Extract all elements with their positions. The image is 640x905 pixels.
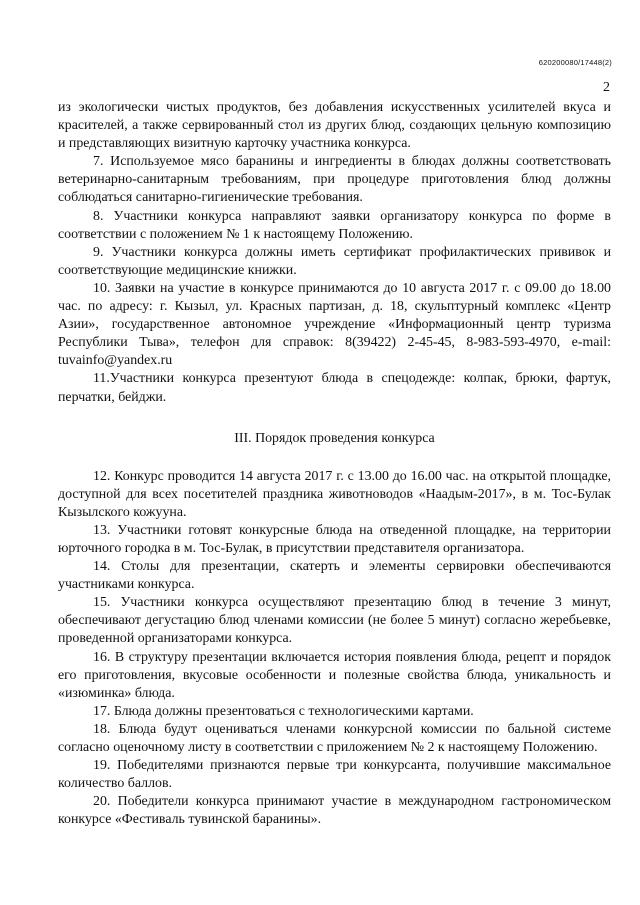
paragraph-16: 16. В структуру презентации включается история появления блюда, рецепт и порядок его приготовления, вкусовые особенности и полезные свойства блюда, уникальность и «изюминка» блюда. (58, 649, 611, 701)
paragraph-13: 13. Участники готовят конкурсные блюда на отведенной площадке, на территории юрточного городка в м. Тос-Булак, в присутствии представителя организатора. (58, 522, 611, 556)
paragraph-20: 20. Победители конкурса принимают участие в международном гастрономическом конкурсе «Фестиваль тувинской баранины». (58, 794, 611, 828)
paragraph-14: 14. Столы для презентации, скатерть и элементы сервировки обеспечиваются участниками конкурса. (58, 559, 611, 593)
document-body (58, 99, 611, 829)
paragraph-12: 12. Конкурс проводится 14 августа 2017 г. с 13.00 до 16.00 час. на открытой площадке, доступной для всех посетителей праздника животноводов «Наадым-2017», в м. Тос-Булак Кызылского кожууна. (58, 468, 611, 520)
paragraph-continuation: из экологически чистых продуктов, без добавления искусственных усилителей вкуса и красителей, а также сервированный стол из других блюд, создающих цельную композицию и представляющих визитную карточку участника конкурса. (58, 100, 611, 152)
paragraph-18: 18. Блюда будут оцениваться членами конкурсной комиссии по бальной системе согласно оценочному листу в соответствии с приложением № 2 к настоящему Положению. (58, 721, 611, 755)
paragraph-8: 8. Участники конкурса направляют заявки организатору конкурса по форме в соответствии с положением № 1 к настоящему Положению. (58, 208, 611, 242)
paragraph-19: 19. Победителями признаются первые три конкурсанта, получившие максимальное количество баллов. (58, 758, 611, 792)
paragraph-7: 7. Используемое мясо баранины и ингредиенты в блюдах должны соответствовать ветеринарно-санитарным требованиям, при процедуре приготовления блюд должны соблюдаться санитарно-гигиенические требования. (58, 154, 611, 206)
paragraph-10: 10. Заявки на участие в конкурсе принимаются до 10 августа 2017 г. с 09.00 до 18.00 час. по адресу: г. Кызыл, ул. Красных партизан, д. 18, скульптурный комплекс «Центр Азии», государственное автономное учреждение «Информационный центр туризма Республики Тыва», телефон для справок: 8(39422) 2-45-45, 8-983-593-4970, e-mail: tuvainfo@yandex.ru (58, 280, 611, 369)
paragraph-11: 11.Участники конкурса презентуют блюда в спецодежде: колпак, брюки, фартук, перчатки, бейджи. (58, 371, 611, 405)
paragraph-9: 9. Участники конкурса должны иметь сертификат профилактических прививок и соответствующие медицинские книжки. (58, 244, 611, 278)
paragraph-15: 15. Участники конкурса осуществляют презентацию блюд в течение 3 минут, обеспечивают дегустацию блюд членами комиссии (не более 5 минут) согласно жеребьевке, проведенной организаторами конкурса. (58, 595, 611, 647)
section-heading: III. Порядок проведения конкурса (234, 430, 435, 446)
document-id: 620200080/17448(2) (538, 58, 612, 67)
page-number: 2 (603, 80, 610, 95)
paragraph-17: 17. Блюда должны презентоваться с технологическими картами. (93, 703, 474, 719)
